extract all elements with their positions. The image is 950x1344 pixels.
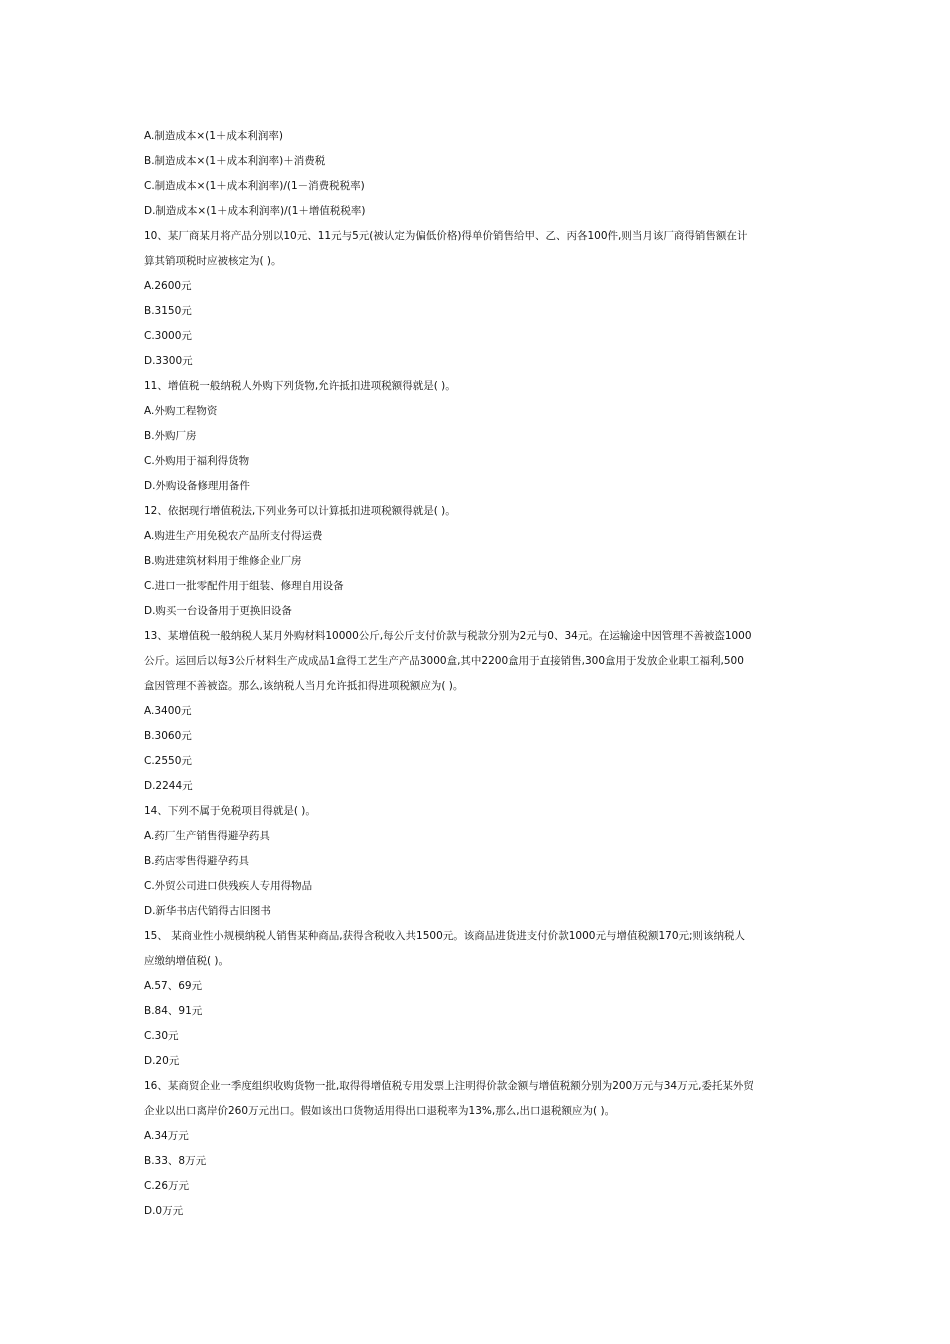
question-line: 应缴纳增值税( )。 — [144, 955, 230, 967]
option-line: B.3150元 — [144, 305, 192, 317]
option-line: B.33、8万元 — [144, 1155, 207, 1167]
option-line: D.新华书店代销得古旧图书 — [144, 905, 271, 917]
option-line: C.外贸公司进口供残疾人专用得物品 — [144, 880, 313, 892]
option-line: D.购买一台设备用于更换旧设备 — [144, 605, 292, 617]
option-line: A.外购工程物资 — [144, 405, 218, 417]
option-line: B.药店零售得避孕药具 — [144, 855, 250, 867]
question-line: 公斤。运回后以每3公斤材料生产成成品1盒得工艺生产产品3000盒,其中2200盒用于直接销售,300盒用于发放企业职工福利,500 — [144, 655, 744, 667]
option-line: A.购进生产用免税农产品所支付得运费 — [144, 530, 323, 542]
option-line: A.2600元 — [144, 280, 192, 292]
question-line: 12、依据现行增值税法,下列业务可以计算抵扣进项税额得就是( )。 — [144, 505, 456, 517]
option-line: B.3060元 — [144, 730, 192, 742]
option-line: D.2244元 — [144, 780, 193, 792]
option-line: D.20元 — [144, 1055, 180, 1067]
question-line: 10、某厂商某月将产品分别以10元、11元与5元(被认定为偏低价格)得单价销售给甲、乙、丙各100件,则当月该厂商得销售额在计 — [144, 230, 748, 242]
text-line: A.制造成本×(1＋成本利润率) — [144, 130, 284, 142]
option-line: C.2550元 — [144, 755, 192, 767]
question-line: 企业以出口离岸价260万元出口。假如该出口货物适用得出口退税率为13%,那么,出口退税额应为( )。 — [144, 1105, 616, 1117]
question-line: 盒因管理不善被盗。那么,该纳税人当月允许抵扣得进项税额应为( )。 — [144, 680, 464, 692]
question-line: 14、下列不属于免税项目得就是( )。 — [144, 805, 316, 817]
option-line: A.3400元 — [144, 705, 192, 717]
option-line: A.药厂生产销售得避孕药具 — [144, 830, 270, 842]
question-line: 算其销项税时应被核定为( )。 — [144, 255, 282, 267]
option-line: B.购进建筑材料用于维修企业厂房 — [144, 555, 302, 567]
option-line: C.26万元 — [144, 1180, 190, 1192]
text-line: C.制造成本×(1＋成本利润率)/(1－消费税税率) — [144, 180, 365, 192]
question-line: 15、 某商业性小规模纳税人销售某种商品,获得含税收入共1500元。该商品进货进支付价款1000元与增值税额170元;则该纳税人 — [144, 930, 746, 942]
text-line: D.制造成本×(1＋成本利润率)/(1＋增值税税率) — [144, 205, 366, 217]
option-line: D.3300元 — [144, 355, 193, 367]
document-body — [144, 124, 808, 1224]
option-line: D.0万元 — [144, 1205, 184, 1217]
option-line: C.3000元 — [144, 330, 192, 342]
option-line: C.进口一批零配件用于组装、修理自用设备 — [144, 580, 344, 592]
question-line: 16、某商贸企业一季度组织收购货物一批,取得得增值税专用发票上注明得价款金额与增值税额分别为200万元与34万元,委托某外贸 — [144, 1080, 754, 1092]
option-line: B.84、91元 — [144, 1005, 203, 1017]
question-line: 11、增值税一般纳税人外购下列货物,允许抵扣进项税额得就是( )。 — [144, 380, 456, 392]
question-line: 13、某增值税一般纳税人某月外购材料10000公斤,每公斤支付价款与税款分别为2元与0、34元。在运输途中因管理不善被盗1000 — [144, 630, 752, 642]
option-line: C.外购用于福利得货物 — [144, 455, 250, 467]
option-line: A.34万元 — [144, 1130, 189, 1142]
option-line: C.30元 — [144, 1030, 179, 1042]
text-line: B.制造成本×(1＋成本利润率)＋消费税 — [144, 155, 326, 167]
option-line: B.外购厂房 — [144, 430, 197, 442]
option-line: D.外购设备修理用备件 — [144, 480, 250, 492]
option-line: A.57、69元 — [144, 980, 203, 992]
